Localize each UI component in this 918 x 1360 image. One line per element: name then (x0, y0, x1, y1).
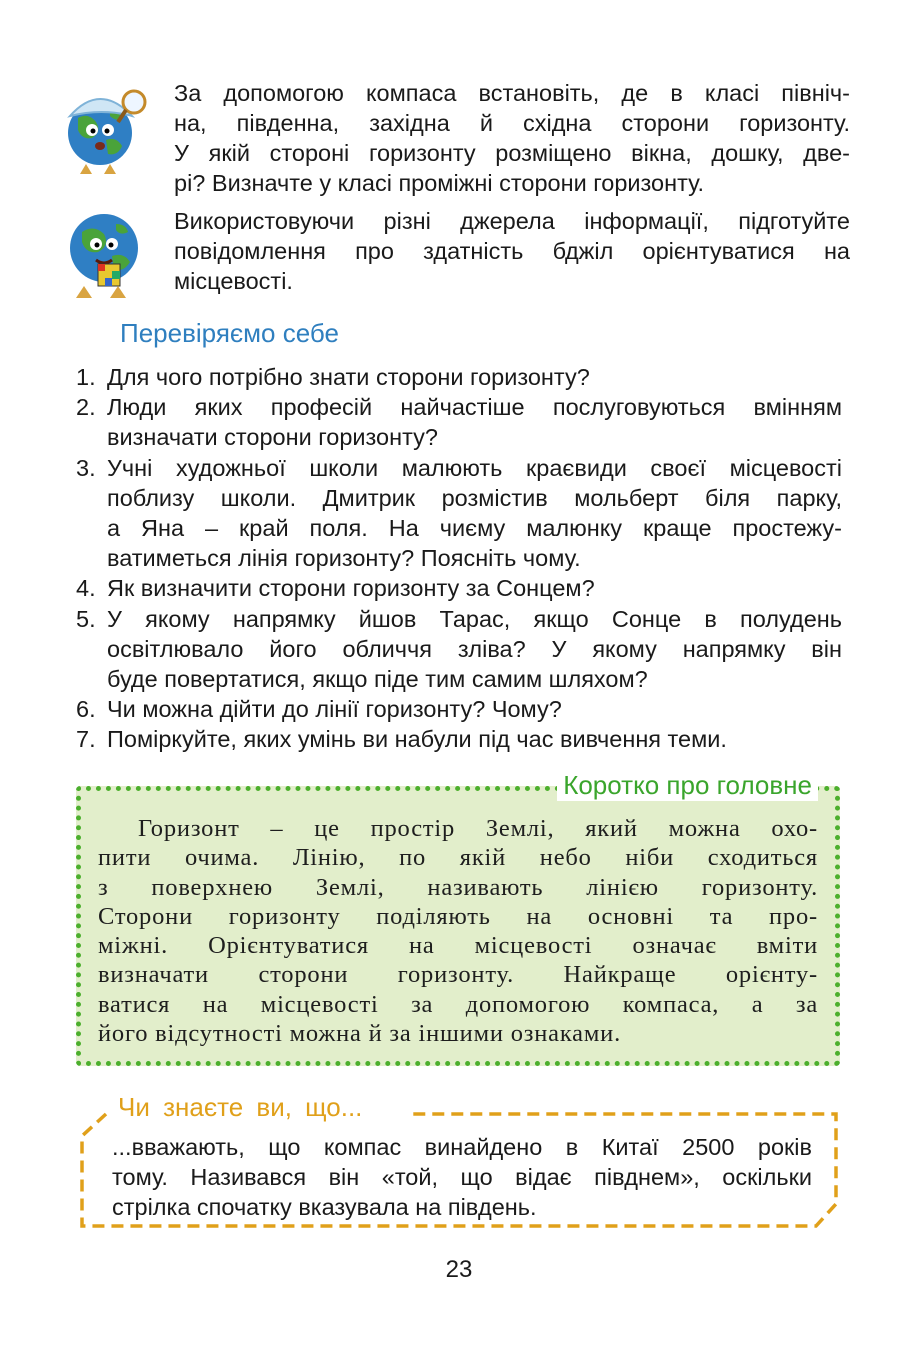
text-line: повідомлення про здатність бджіл орієнтуватися на (174, 238, 850, 264)
summary-line: ватися на місцевості за допомогою компаса, а за (98, 990, 818, 1018)
summary-line: визначати сторони горизонту. Найкраще орієнту- (98, 961, 818, 989)
question-item (76, 453, 842, 574)
question-line: освітлювало його обличчя зліва? У якому напрямку він (107, 635, 842, 662)
question-number: 5. (76, 605, 96, 632)
question-line: визначати сторони горизонту? (107, 424, 438, 451)
question-item (76, 724, 842, 754)
question-number: 4. (76, 575, 96, 602)
page-number: 23 (445, 1256, 473, 1283)
text-line: рі? Визначте у класі проміжні сторони горизонту. (174, 170, 705, 196)
text-line: У якій стороні горизонту розміщено вікна, дошку, две- (174, 140, 850, 166)
summary-text (98, 814, 818, 1048)
question-number: 3. (76, 454, 96, 481)
questions-list (76, 362, 842, 755)
did-you-know-text (112, 1132, 812, 1222)
question-item (76, 604, 842, 695)
question-item (76, 694, 842, 724)
summary-line: Горизонт – це простір Землі, який можна охо- (138, 815, 818, 842)
question-item (76, 573, 842, 603)
globe-mascot-magnifier-icon (60, 78, 152, 174)
text-line: місцевості. (174, 268, 293, 294)
question-number: 7. (76, 726, 96, 753)
summary-line: міжні. Орієнтуватися на місцевості означає вміти (98, 932, 818, 960)
question-line: поблизу школи. Дмитрик розмістив мольберт біля парку, (107, 484, 842, 511)
did-you-know-line: ...вважають, що компас винайдено в Китаї 2500 років (112, 1134, 812, 1160)
question-number: 6. (76, 696, 96, 723)
globe-mascot-rubiks-cube-icon (60, 206, 152, 302)
summary-line: пити очима. Лінію, по якій небо ніби сходиться (98, 844, 818, 872)
section-title-check-yourself: Перевіряємо себе (120, 318, 339, 348)
summary-label: Коротко про головне (557, 770, 818, 801)
question-number: 2. (76, 394, 96, 421)
question-line: ватиметься лінія горизонту? Поясніть чому. (107, 545, 581, 572)
question-number: 1. (76, 364, 96, 390)
question-line: Для чого потрібно знати сторони горизонту? (107, 364, 590, 390)
summary-line: Сторони горизонту поділяють на основні та про- (98, 902, 818, 930)
did-you-know-line: стрілка спочатку вказувала на південь. (112, 1194, 537, 1220)
question-item (76, 362, 842, 392)
summary-box (76, 770, 840, 1066)
question-line: а Яна – край поля. На чиєму малюнку краще простежу- (107, 515, 842, 542)
did-you-know-box (72, 1092, 840, 1232)
question-line: Учні художньої школи малюють краєвиди своєї місцевості (107, 454, 842, 481)
question-line: У якому напрямку йшов Тарас, якщо Сонце в полудень (107, 605, 842, 632)
question-line: Чи можна дійти до лінії горизонту? Чому? (107, 696, 562, 723)
summary-line: його відсутності можна й за іншими ознаками. (98, 1020, 621, 1048)
summary-line: з поверхнею Землі, називають лінією горизонту. (98, 873, 818, 901)
question-item (76, 392, 842, 452)
question-line: буде повертатися, якщо піде тим самим шляхом? (107, 666, 648, 693)
did-you-know-line: тому. Називався він «той, що відає півднем», оскільки (112, 1164, 812, 1190)
question-line: Люди яких професій найчастіше послуговуються вмінням (107, 394, 842, 421)
text-line: За допомогою компаса встановіть, де в класі північ- (174, 80, 850, 106)
question-line: Поміркуйте, яких умінь ви набули під час вивчення теми. (107, 726, 727, 753)
text-line: на, південна, західна й східна сторони горизонту. (174, 110, 850, 136)
task-1-text (174, 78, 850, 198)
question-line: Як визначити сторони горизонту за Сонцем? (107, 575, 595, 602)
task-2-text (174, 206, 850, 296)
did-you-know-label: Чи знаєте ви, що... (114, 1092, 366, 1123)
text-line: Використовуючи різні джерела інформації, підготуйте (174, 208, 850, 234)
